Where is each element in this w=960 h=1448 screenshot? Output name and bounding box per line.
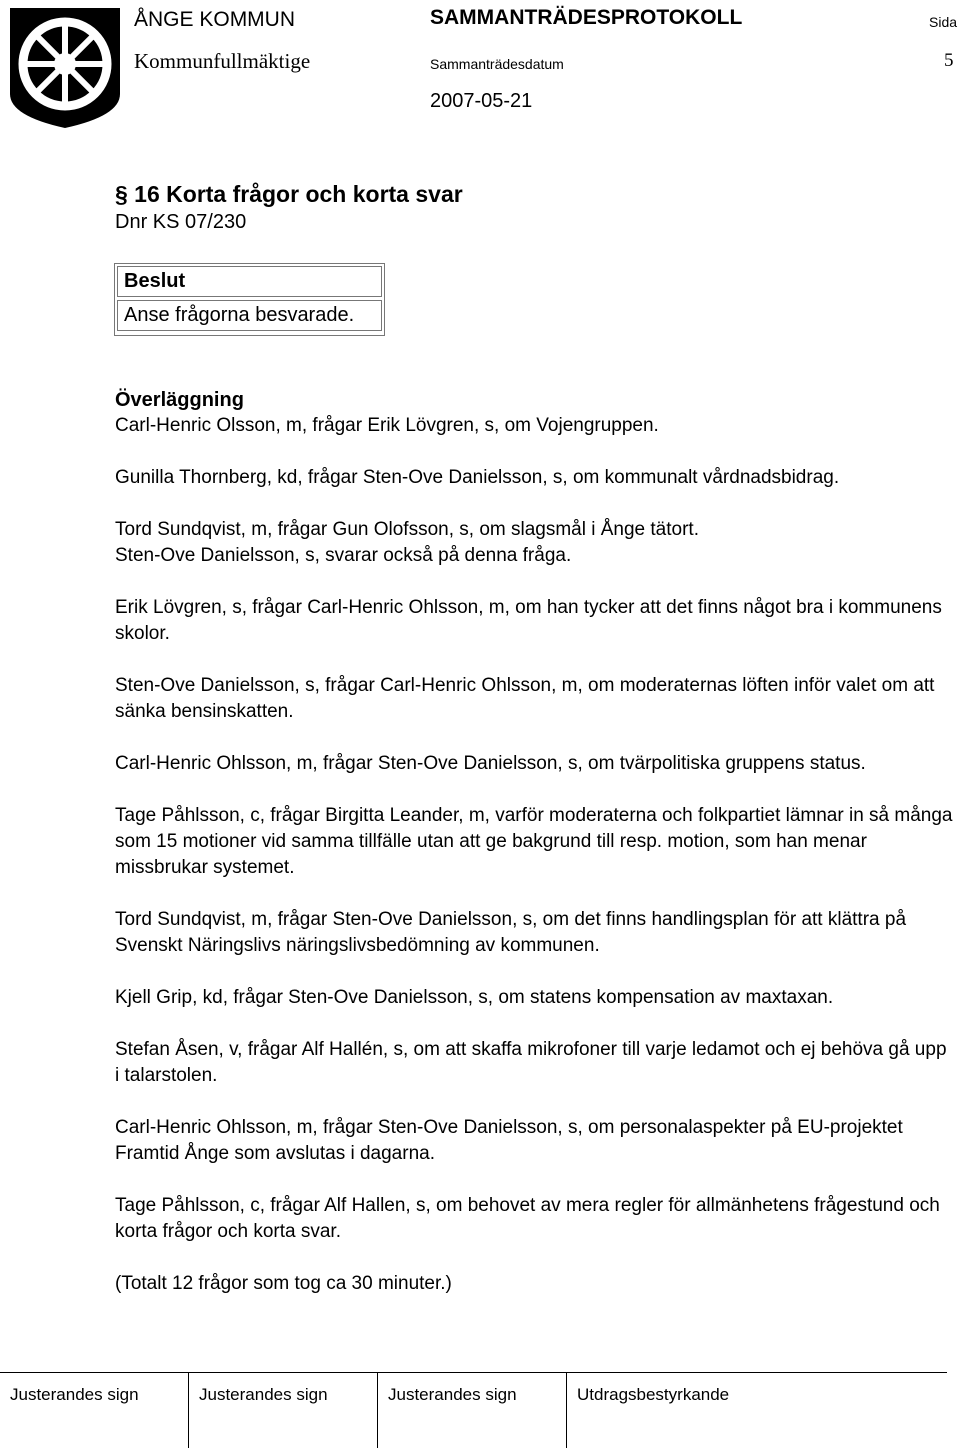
decision-box (114, 263, 385, 336)
deliberation-entry: Tage Påhlsson, c, frågar Birgitta Leander, m, varför moderaterna och folkpartiet lämnar in så många som 15 motioner vid samma tillfälle utan att ge bakgrund till resp. motion, som han menar missbrukar systemet. (115, 805, 953, 878)
meeting-date-label: Sammanträdesdatum (430, 56, 564, 72)
page-number: 5 (944, 50, 954, 71)
deliberation-entry: Kjell Grip, kd, frågar Sten-Ove Danielsson, s, om statens kompensation av maxtaxan. (115, 987, 834, 1008)
municipality-logo (6, 4, 124, 132)
deliberation-entry: Sten-Ove Danielsson, s, frågar Carl-Henric Ohlsson, m, om moderaternas löften inför valet om att sänka bensinskatten. (115, 675, 935, 722)
deliberation-entry: Sten-Ove Danielsson, s, svarar också på denna fråga. (115, 545, 572, 566)
document-type: SAMMANTRÄDESPROTOKOLL (430, 6, 743, 29)
deliberation-entry: Tord Sundqvist, m, frågar Sten-Ove Danielsson, s, om det finns handlingsplan för att klättra på Svenskt Näringslivs näringslivsbedömning av kommunen. (115, 909, 907, 956)
decision-title: Beslut (117, 266, 382, 297)
municipality-name: ÅNGE KOMMUN (134, 8, 296, 31)
footer-signature-cell: Justerandes sign (377, 1373, 566, 1448)
section-title: § 16 Korta frågor och korta svar (115, 181, 463, 207)
signature-footer (0, 1372, 947, 1448)
deliberation-entry: Stefan Åsen, v, frågar Alf Hallén, s, om att skaffa mikrofoner till varje ledamot och ej behöva gå upp i talarstolen. (115, 1039, 947, 1086)
deliberation-entry: Tord Sundqvist, m, frågar Gun Olofsson, s, om slagsmål i Ånge tätort. (115, 519, 699, 540)
footer-certification-cell: Utdragsbestyrkande (566, 1373, 947, 1448)
deliberation-entry: Tage Påhlsson, c, frågar Alf Hallen, s, om behovet av mera regler för allmänhetens frågestund och korta frågor och korta svar. (115, 1195, 940, 1242)
deliberation-entry: Gunilla Thornberg, kd, frågar Sten-Ove Danielsson, s, om kommunalt vårdnadsbidrag. (115, 467, 840, 488)
deliberation-summary: (Totalt 12 frågor som tog ca 30 minuter.) (115, 1273, 452, 1294)
deliberation-entry: Carl-Henric Ohlsson, m, frågar Sten-Ove Danielsson, s, om tvärpolitiska gruppens status. (115, 753, 866, 774)
wheel-emblem-icon (6, 4, 124, 132)
case-number: Dnr KS 07/230 (115, 211, 247, 233)
deliberation-entry: Carl-Henric Olsson, m, frågar Erik Lövgren, s, om Vojengruppen. (115, 415, 659, 436)
footer-signature-cell: Justerandes sign (188, 1373, 377, 1448)
deliberation-entry: Erik Lövgren, s, frågar Carl-Henric Ohlsson, m, om han tycker att det finns något bra i kommunens skolor. (115, 597, 942, 644)
page-label: Sida (929, 14, 958, 30)
committee-name: Kommunfullmäktige (134, 49, 311, 73)
meeting-date: 2007-05-21 (430, 90, 533, 112)
deliberation-section (115, 387, 955, 1297)
decision-text: Anse frågorna besvarade. (117, 300, 382, 331)
deliberation-entry: Carl-Henric Ohlsson, m, frågar Sten-Ove Danielsson, s, om personalaspekter på EU-projektet Framtid Ånge som avslutas i dagarna. (115, 1117, 903, 1164)
footer-signature-cell: Justerandes sign (10, 1385, 139, 1404)
deliberation-title: Överläggning (115, 389, 244, 411)
